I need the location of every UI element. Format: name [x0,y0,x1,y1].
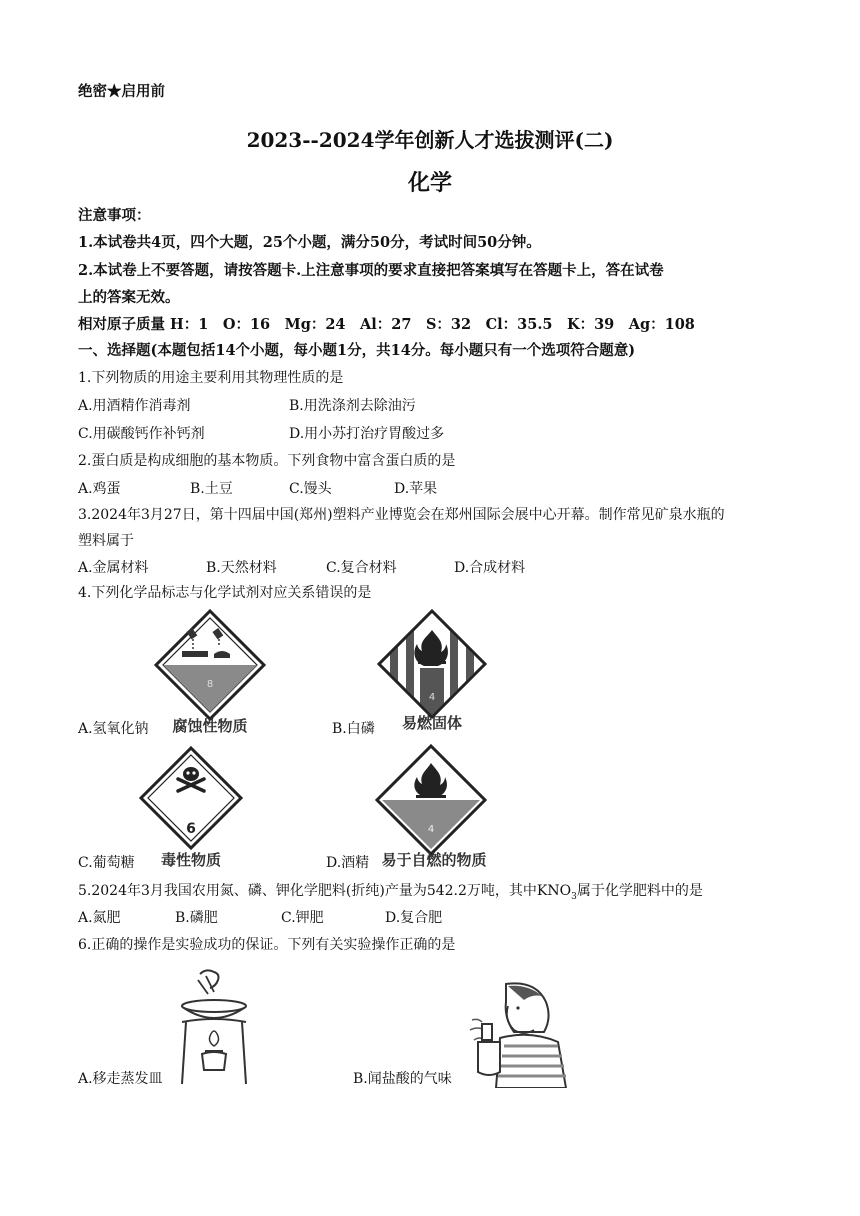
note-1: 1.本试卷共4页，四个大题，25个小题，满分50分，考试时间50分钟。 [78,234,541,251]
smelling-acid-figure [460,980,570,1088]
q2-option-d: D.苹果 [394,481,438,497]
q3-option-c: C.复合材料 [326,560,397,576]
q4-option-d: D.酒精 [326,855,370,871]
q2-option-b: B.土豆 [190,481,233,497]
sign-b-caption: 易燃固体 [401,714,463,732]
sign-a-caption: 腐蚀性物质 [172,717,248,735]
q3-option-a: A.金属材料 [78,560,149,576]
q3-option-d: D.合成材料 [454,560,526,576]
q1-option-b: B.用洗涤剂去除油污 [289,398,416,414]
spontaneous-combustion-sign-icon [372,743,490,869]
q4-option-c: C.葡萄糖 [78,855,135,871]
q2-option-a: A.鸡蛋 [78,481,121,497]
q1-option-a: A.用酒精作消毒剂 [78,398,191,414]
q5-option-b: B.磷肥 [175,910,218,926]
q4-option-a: A.氢氧化钠 [78,721,149,737]
q4-option-b: B.白磷 [332,721,375,737]
sign-c-number: 6 [186,821,196,837]
q2-stem: 2.蛋白质是构成细胞的基本物质。下列食物中富含蛋白质的是 [78,453,456,469]
q1-option-d: D.用小苏打治疗胃酸过多 [289,426,445,442]
q3-stem-line2: 塑料属于 [78,533,134,549]
sign-c-caption: 毒性物质 [160,851,222,869]
notes-heading: 注意事项： [78,207,151,224]
q6-option-b: B.闻盐酸的气味 [353,1071,452,1087]
q2-option-c: C.馒头 [289,481,332,497]
q1-stem: 1.下列物质的用途主要利用其物理性质的是 [78,370,344,386]
q5-stem: 5.2024年3月我国农用氮、磷、钾化学肥料(折纯)产量为542.2万吨，其中$KNO_3$属于化学肥料中的是 [78,883,703,902]
evaporating-dish-figure [172,966,256,1086]
q5-option-c: C.钾肥 [281,910,324,926]
confidential-mark: 绝密★启用前 [78,83,165,100]
toxic-sign-icon [138,745,244,869]
flammable-solid-sign-icon [376,608,488,732]
sign-d-caption: 易于自燃的物质 [381,851,487,869]
sign-b-number: 4 [428,692,436,703]
q5-option-d: D.复合肥 [385,910,443,926]
q3-option-b: B.天然材料 [206,560,277,576]
q5-option-a: A.氮肥 [78,910,121,926]
atomic-masses: 相对原子质量 H：1 O：16 Mg：24 Al：27 S：32 Cl：35.5 K：39 Ag：108 [78,316,695,333]
q6-option-a: A.移走蒸发皿 [78,1071,163,1087]
sign-a-number: 8 [206,679,214,690]
q6-stem: 6.正确的操作是实验成功的保证。下列有关实验操作正确的是 [78,937,456,953]
section1-heading: 一、选择题(本题包括14个小题，每小题1分，共14分。每小题只有一个选项符合题意) [78,342,636,359]
sign-d-number: 4 [427,824,435,835]
subject-title: 化学 [407,170,452,196]
corrosive-sign-icon [152,607,268,735]
q1-option-c: C.用碳酸钙作补钙剂 [78,426,205,442]
exam-title: 2023--2024学年创新人才选拔测评(二) [246,128,614,152]
note-2-line2: 上的答案无效。 [78,289,180,306]
q4-stem: 4.下列化学品标志与化学试剂对应关系错误的是 [78,585,372,601]
q3-stem-line1: 3.2024年3月27日，第十四届中国(郑州)塑料产业博览会在郑州国际会展中心开幕。制作常见矿泉水瓶的 [78,507,725,523]
note-2-line1: 2.本试卷上不要答题，请按答题卡.上注意事项的要求直接把答案填写在答题卡上，答在试卷 [78,262,664,279]
